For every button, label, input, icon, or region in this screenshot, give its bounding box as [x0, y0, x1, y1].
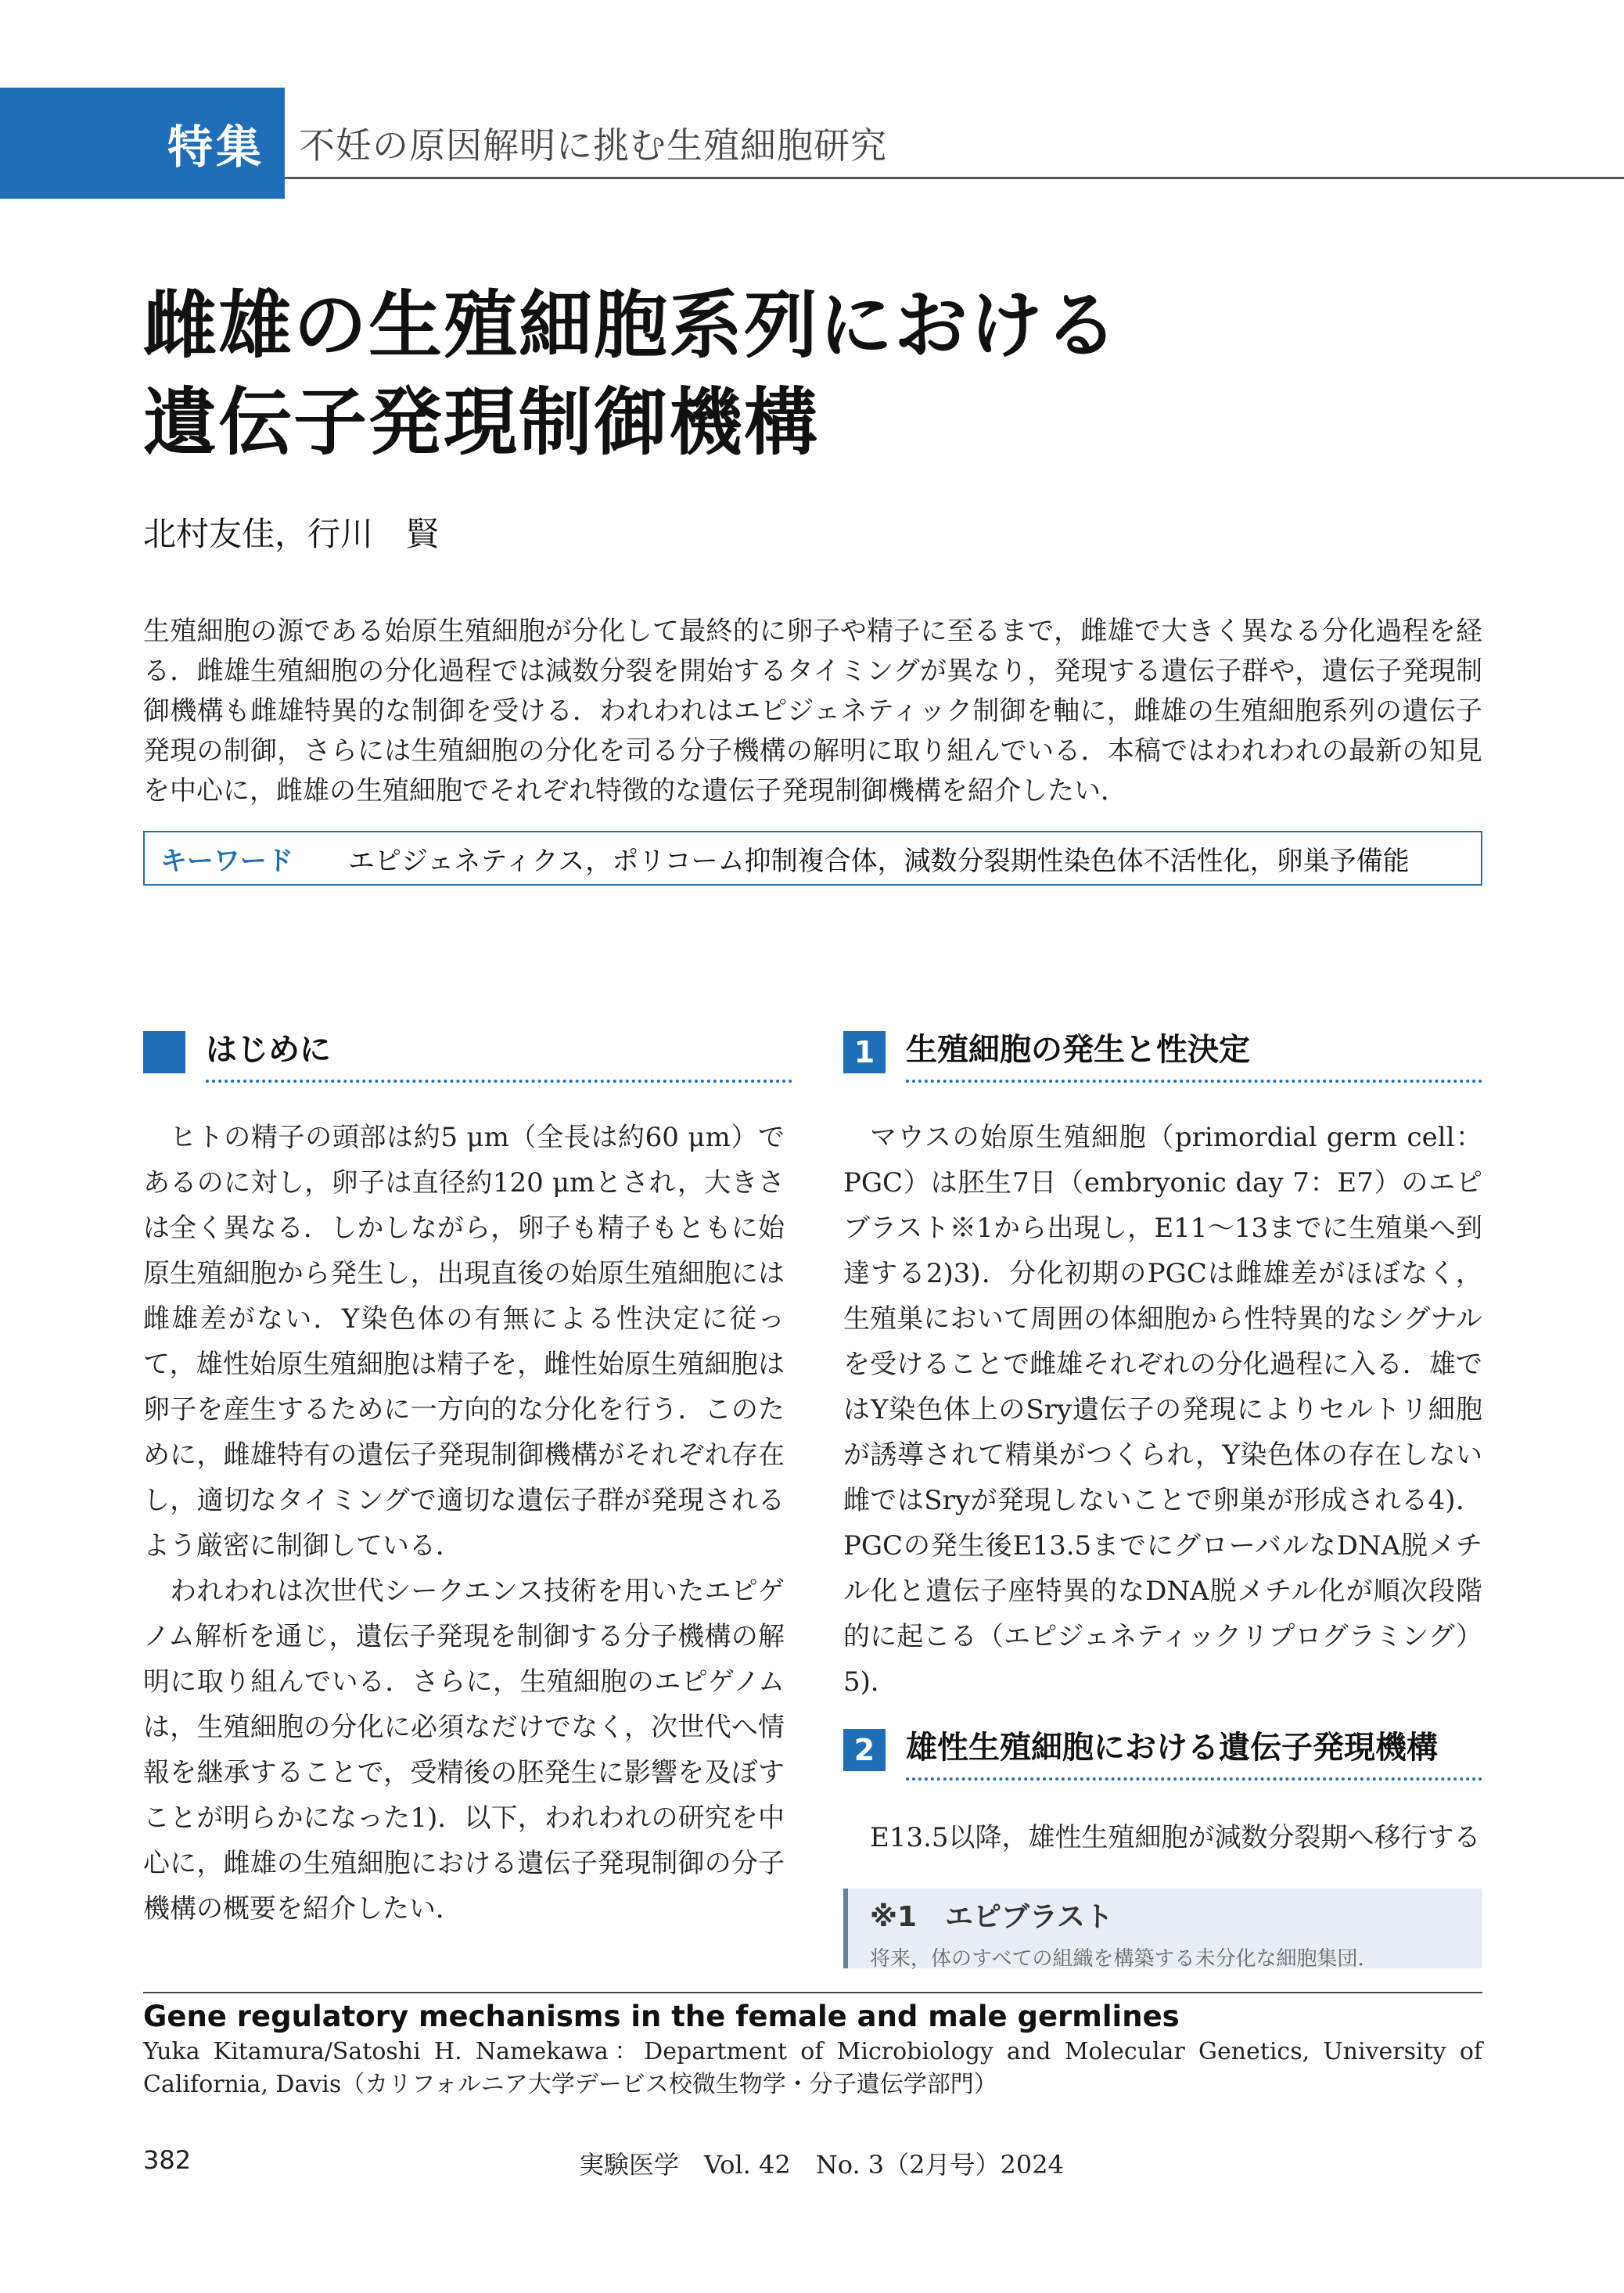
section-number-2: 2	[843, 1729, 886, 1771]
article-title-line-1: 雌雄の生殖細胞系列における	[143, 283, 1120, 368]
special-feature-tab	[0, 88, 285, 199]
footer-divider	[143, 1992, 1482, 1993]
section-heading-intro	[143, 1017, 792, 1080]
section-2-column	[843, 1815, 1482, 1860]
footnote-title: ※1 エピブラスト	[870, 1901, 1113, 1933]
english-title: Gene regulatory mechanisms in the female and male germlines	[143, 2000, 1180, 2033]
section-heading-1	[843, 1017, 1482, 1080]
section-heading-2	[843, 1715, 1482, 1777]
page-number: 382	[143, 2145, 192, 2175]
header-divider	[285, 177, 1624, 179]
article-title-line-2: 遺伝子発現制御機構	[143, 380, 820, 465]
section-1-column	[843, 1115, 1482, 1705]
footnote-text: 将来，体のすべての組織を構築する未分化な細胞集団．	[870, 1947, 1378, 1971]
section-marker	[143, 1031, 185, 1073]
keyword-list: エピジェネティクス，ポリコーム抑制複合体，減数分裂期性染色体不活性化，卵巣予備能	[348, 845, 1410, 877]
section-underline	[906, 1777, 1482, 1781]
footnote-box	[843, 1889, 1482, 1971]
section-title-1: 生殖細胞の発生と性決定	[906, 1032, 1250, 1068]
section-number-1: 1	[843, 1031, 886, 1073]
intro-column	[143, 1115, 785, 1932]
article-abstract: 生殖細胞の源である始原生殖細胞が分化して最終的に卵子や精子に至るまで，雌雄で大きく異なる分化過程を経る．雌雄生殖細胞の分化過程では減数分裂を開始するタイミングが異なり，発現する遺伝子群や，遺伝子発現制御機構も雌雄特異的な制御を受ける．われわれはエピジェネティック制御を軸に，雌雄の生殖細胞系列の遺伝子発現の制御，さらには生殖細胞の分化を司る分子機構の解明に取り組んでいる．本稿ではわれわれの最新の知見を中心に，雌雄の生殖細胞でそれぞれ特徴的な遺伝子発現制御機構を紹介したい．	[143, 616, 1482, 807]
journal-citation: 実験医学 Vol. 42 No. 3（2月号）2024	[579, 2150, 1064, 2180]
author-affiliation: Yuka Kitamura/Satoshi H. Namekawa：Department of Microbiology and Molecular Genetics, University of California, Davis（カリフォルニア大学デービス校微生物学・分子遺伝学部門）	[143, 2038, 1482, 2098]
special-feature-label: 特集	[167, 120, 264, 174]
keyword-box	[143, 831, 1482, 886]
intro-paragraph-2: われわれは次世代シークエンス技術を用いたエピゲノム解析を通じ，遺伝子発現を制御する分子機構の解明に取り組んでいる．さらに，生殖細胞のエピゲノムは，生殖細胞の分化に必須なだけでなく，次世代へ情報を継承することで，受精後の胚発生に影響を及ぼすことが明らかになった1)．以下，われわれの研究を中心に，雌雄の生殖細胞における遺伝子発現制御の分子機構の概要を紹介したい．	[143, 1576, 785, 1925]
section-title-2: 雄性生殖細胞における遺伝子発現機構	[906, 1730, 1438, 1766]
section-1-paragraph-1: マウスの始原生殖細胞（primordial germ cell：PGC）は胚生7日（embryonic day 7：E7）のエピブラスト※1から出現し，E11～13までに生殖巣へ到達する2)3)．分化初期のPGCは雌雄差がほぼなく，生殖巣において周囲の体細胞から性特異的なシグナルを受けることで雌雄それぞれの分化過程に入る．雄ではY染色体上のSry遺伝子の発現によりセルトリ細胞が誘導されて精巣がつくられ，Y染色体の存在しない雌ではSryが発現しないことで卵巣が形成される4)．PGCの発生後E13.5までにグローバルなDNA脱メチル化と遺伝子座特異的なDNA脱メチル化が順次段階的に起こる（エピジェネティックリプログラミング）5)．	[843, 1122, 1482, 1698]
section-title-intro: はじめに	[206, 1032, 331, 1068]
article-title	[143, 278, 1551, 472]
special-feature-subtitle: 不妊の原因解明に挑む生殖細胞研究	[299, 124, 887, 167]
section-underline	[906, 1080, 1482, 1083]
section-2-paragraph-1: E13.5以降，雄性生殖細胞が減数分裂期へ移行する	[870, 1822, 1481, 1853]
article-authors: 北村友佳，行川 賢	[143, 515, 440, 553]
intro-paragraph-1: ヒトの精子の頭部は約5 μm（全長は約60 μm）であるのに対し，卵子は直径約120 μmとされ，大きさは全く異なる．しかしながら，卵子も精子もともに始原生殖細胞から発生し，出現直後の始原生殖細胞には雌雄差がない．Y染色体の有無による性決定に従って，雄性始原生殖細胞は精子を，雌性始原生殖細胞は卵子を産生するために一方向的な分化を行う．このために，雌雄特有の遺伝子発現制御機構がそれぞれ存在し，適切なタイミングで適切な遺伝子群が発現されるよう厳密に制御している．	[143, 1122, 785, 1562]
keyword-label: キーワード	[160, 845, 293, 877]
section-underline	[206, 1080, 792, 1083]
